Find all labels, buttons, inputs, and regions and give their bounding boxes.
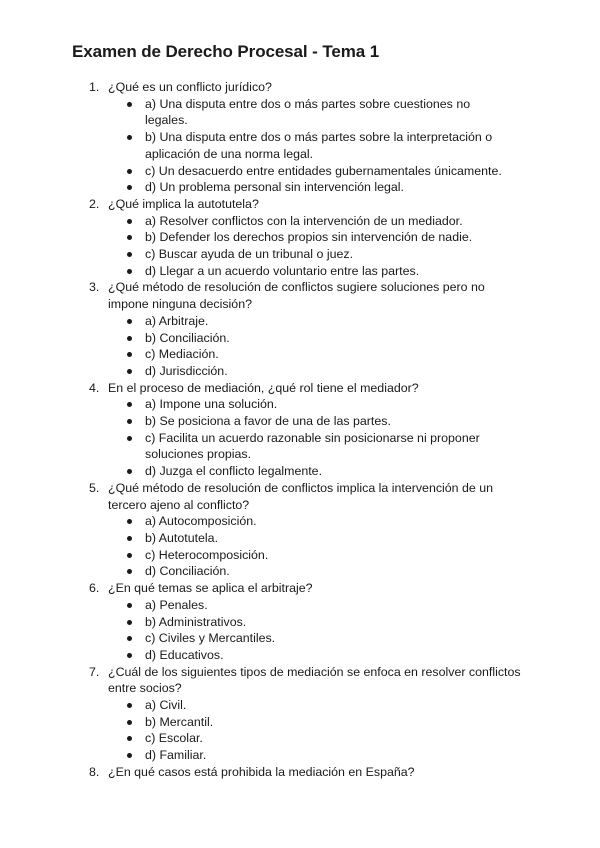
option-text: d) Un problema personal sin intervención legal. [145,180,404,195]
option-item [108,330,505,347]
option-item [108,714,505,731]
question-item [0,79,528,196]
question-text: ¿Qué es un conflicto jurídico? [108,80,272,94]
option-text: d) Educativos. [145,647,224,662]
question-text: ¿En qué casos está prohibida la mediación en España? [108,764,415,779]
option-text: b) Se posiciona a favor de una de las partes. [145,414,391,429]
option-text: d) Familiar. [145,748,207,763]
options-list [108,513,528,580]
options-list [108,96,528,196]
bullet-icon [127,753,132,758]
bullet-icon [127,185,132,190]
option-item [108,614,505,631]
option-item [108,246,505,263]
question-item [0,580,528,664]
option-text: c) Heterocomposición. [145,547,269,562]
option-text: a) Resolver conflictos con la intervención de un mediador. [145,213,463,228]
bullet-icon [127,603,132,608]
option-text: b) Autotutela. [145,530,219,545]
options-list [108,597,528,664]
question-item [0,764,528,781]
bullet-icon [127,319,132,324]
option-item [108,463,505,480]
question-item [0,664,528,764]
option-text: c) Civiles y Mercantiles. [145,631,276,646]
bullet-icon [127,703,132,708]
option-item [108,396,505,413]
question-text: En el proceso de mediación, ¿qué rol tiene el mediador? [108,380,419,395]
option-item [108,96,505,129]
question-number: 7. [89,664,100,679]
bullet-icon [127,536,132,541]
option-item [108,513,505,530]
option-item [108,730,505,747]
option-text: b) Conciliación. [145,330,230,345]
question-text: ¿Cuál de los siguientes tipos de mediación se enfoca en resolver conflictos entre socios? [108,664,521,696]
bullet-icon [127,352,132,357]
question-number: 8. [89,764,100,779]
question-text: ¿Qué método de resolución de conflictos sugiere soluciones pero no impone ninguna decisión? [108,280,485,312]
question-item [0,279,528,379]
option-item [108,430,505,463]
question-number: 4. [89,380,100,395]
options-list [108,396,528,480]
question-number: 5. [89,480,100,495]
bullet-icon [127,720,132,725]
question-text: ¿Qué método de resolución de conflictos implica la intervención de un tercero ajeno al conflicto? [108,480,494,512]
option-item [108,229,505,246]
option-item [108,547,505,564]
option-text: c) Mediación. [145,347,219,362]
option-text: a) Penales. [145,597,208,612]
option-item [108,163,505,180]
question-item [0,196,528,280]
option-item [108,313,505,330]
bullet-icon [127,653,132,658]
option-item [108,363,505,380]
options-list [108,697,528,764]
page-title: Examen de Derecho Procesal - Tema 1 [72,42,380,61]
question-text: ¿Qué implica la autotutela? [108,196,259,211]
bullet-icon [127,369,132,374]
option-text: d) Conciliación. [145,564,230,579]
option-item [108,346,505,363]
option-text: d) Jurisdicción. [145,363,228,378]
question-text: ¿En qué temas se aplica el arbitraje? [108,581,313,596]
option-text: b) Administrativos. [145,614,247,629]
question-list [0,79,600,781]
bullet-icon [127,219,132,224]
option-text: b) Mercantil. [145,714,214,729]
options-list [108,213,528,280]
bullet-icon [127,553,132,558]
bullet-icon [127,620,132,625]
bullet-icon [127,252,132,257]
option-item [108,630,505,647]
option-text: a) Civil. [145,698,187,713]
option-item [108,530,505,547]
option-item [108,747,505,764]
option-text: c) Escolar. [145,731,203,746]
option-item [108,647,505,664]
bullet-icon [127,569,132,574]
option-text: b) Una disputa entre dos o más partes sobre la interpretación o aplicación de una norma legal. [145,130,493,161]
option-item [108,413,505,430]
question-item [0,480,528,580]
option-text: a) Autocomposición. [145,514,257,529]
question-number: 3. [89,280,100,295]
option-text: c) Facilita un acuerdo razonable sin posicionarse ni proponer soluciones propias. [145,430,480,462]
bullet-icon [127,269,132,274]
option-text: d) Llegar a un acuerdo voluntario entre las partes. [145,263,420,278]
bullet-icon [127,102,132,107]
bullet-icon [127,135,132,140]
bullet-icon [127,169,132,174]
option-text: a) Impone una solución. [145,397,278,412]
option-text: c) Buscar ayuda de un tribunal o juez. [145,247,354,262]
option-text: a) Arbitraje. [145,313,209,328]
bullet-icon [127,402,132,407]
option-item [108,697,505,714]
option-text: b) Defender los derechos propios sin intervención de nadie. [145,230,473,245]
question-number: 2. [89,196,100,211]
bullet-icon [127,736,132,741]
bullet-icon [127,235,132,240]
option-item [108,597,505,614]
option-text: a) Una disputa entre dos o más partes sobre cuestiones no legales. [145,96,471,128]
question-item [0,380,528,480]
option-item [108,263,505,280]
question-number: 1. [89,80,100,94]
bullet-icon [127,636,132,641]
option-item [108,563,505,580]
option-item [108,129,505,162]
option-text: c) Un desacuerdo entre entidades gubernamentales únicamente. [145,163,502,178]
bullet-icon [127,336,132,341]
bullet-icon [127,436,132,441]
option-item [108,179,505,196]
options-list [108,313,528,380]
bullet-icon [127,469,132,474]
option-text: d) Juzga el conflicto legalmente. [145,464,323,479]
option-item [108,213,505,230]
bullet-icon [127,519,132,524]
question-number: 6. [89,581,100,596]
bullet-icon [127,419,132,424]
